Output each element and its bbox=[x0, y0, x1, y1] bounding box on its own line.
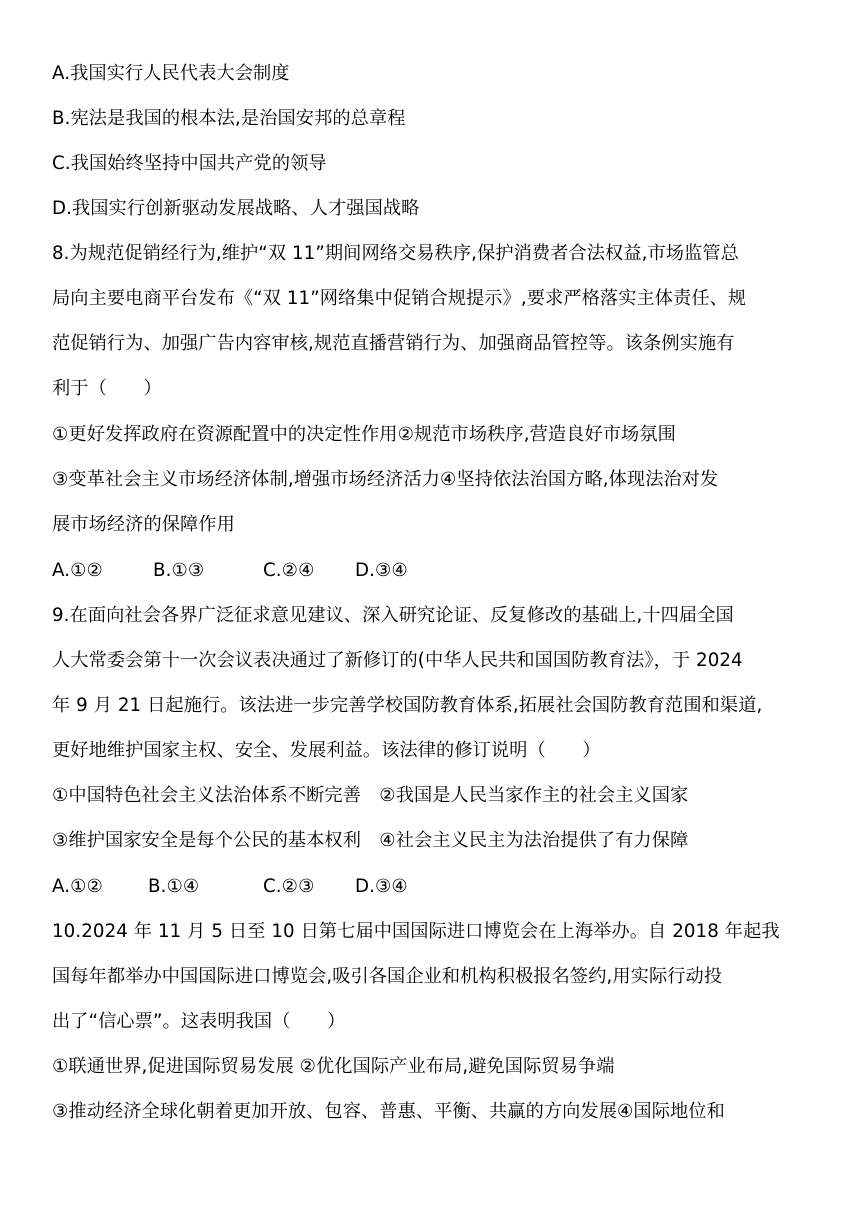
q7-option-d: D.我国实行创新驱动发展战略、人才强国战略 bbox=[52, 198, 420, 219]
q9-choice-a: A.①② bbox=[52, 876, 103, 897]
q9-choice-d: D.③④ bbox=[355, 876, 408, 897]
q8-stem-line-4: 利于（ ） bbox=[52, 378, 162, 399]
q9-stem-line-1: 9.在面向社会各界广泛征求意见建议、深入研究论证、反复修改的基础上,十四届全国 bbox=[52, 605, 734, 626]
q9-statement-line-1: ①中国特色社会主义法治体系不断完善 ②我国是人民当家作主的社会主义国家 bbox=[52, 785, 689, 806]
q7-option-b: B.宪法是我国的根本法,是治国安邦的总章程 bbox=[52, 108, 406, 129]
q8-choice-b: B.①③ bbox=[153, 560, 205, 581]
q10-stem-line-1: 10.2024 年 11 月 5 日至 10 日第七届中国国际进口博览会在上海举办。自 2018 年起我 bbox=[52, 921, 780, 942]
q10-statement-line-2: ③推动经济全球化朝着更加开放、包容、普惠、平衡、共赢的方向发展④国际地位和 bbox=[52, 1101, 725, 1122]
q7-option-a: A.我国实行人民代表大会制度 bbox=[52, 63, 290, 84]
q10-stem-line-2: 国每年都举办中国国际进口博览会,吸引各国企业和机构积极报名签约,用实际行动投 bbox=[52, 966, 723, 987]
q8-stem-line-3: 范促销行为、加强广告内容审核,规范直播营销行为、加强商品管控等。该条例实施有 bbox=[52, 333, 735, 354]
q9-choice-c: C.②③ bbox=[263, 876, 315, 897]
q10-stem-line-3: 出了“信心票”。这表明我国（ ） bbox=[52, 1011, 346, 1032]
q10-statement-line-1: ①联通世界,促进国际贸易发展 ②优化国际产业布局,避免国际贸易争端 bbox=[52, 1056, 615, 1077]
q9-stem-line-2: 人大常委会第十一次会议表决通过了新修订的(中华人民共和国国防教育法》，于 2024 bbox=[52, 650, 743, 671]
q8-choice-c: C.②④ bbox=[263, 560, 315, 581]
q8-statement-line-1: ①更好发挥政府在资源配置中的决定性作用②规范市场秩序,营造良好市场氛围 bbox=[52, 424, 676, 445]
q9-statement-line-2: ③维护国家安全是每个公民的基本权利 ④社会主义民主为法治提供了有力保障 bbox=[52, 830, 689, 851]
q8-stem-line-2: 局向主要电商平台发布《“双 11”网络集中促销合规提示》,要求严格落实主体责任、规 bbox=[52, 288, 747, 309]
q8-statement-line-3: 展市场经济的保障作用 bbox=[52, 514, 235, 535]
q9-stem-line-4: 更好地维护国家主权、安全、发展利益。该法律的修订说明（ ） bbox=[52, 740, 601, 761]
q8-stem-line-1: 8.为规范促销经行为,维护“双 11”期间网络交易秩序,保护消费者合法权益,市场监管总 bbox=[52, 243, 739, 264]
q9-choice-b: B.①④ bbox=[148, 876, 200, 897]
q8-choice-a: A.①② bbox=[52, 560, 103, 581]
q9-stem-line-3: 年 9 月 21 日起施行。该法进一步完善学校国防教育体系,拓展社会国防教育范围和渠道, bbox=[52, 695, 763, 716]
q7-option-c: C.我国始终坚持中国共产党的领导 bbox=[52, 153, 327, 174]
q8-choice-d: D.③④ bbox=[355, 560, 408, 581]
q8-statement-line-2: ③变革社会主义市场经济体制,增强市场经济活力④坚持依法治国方略,体现法治对发 bbox=[52, 469, 719, 490]
